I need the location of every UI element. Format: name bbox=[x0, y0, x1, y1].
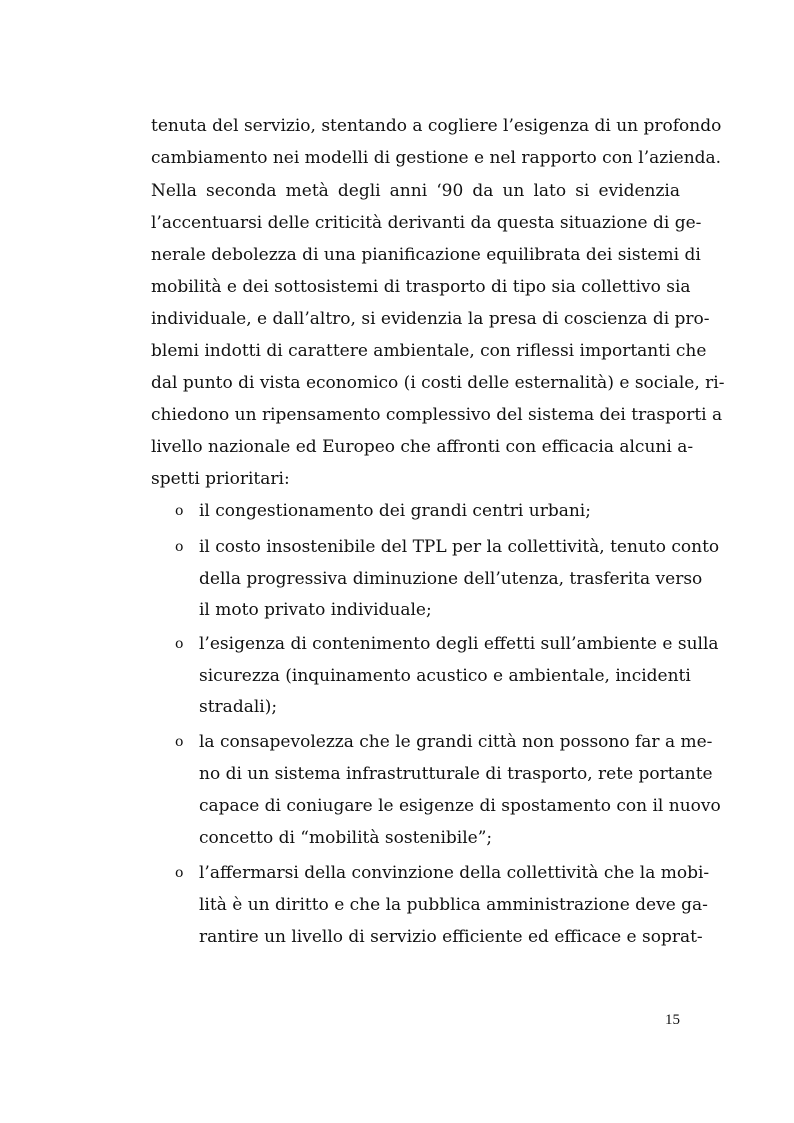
page-number: 15 bbox=[665, 1012, 680, 1028]
bullet-text-line: l’affermarsi della convinzione della collettività che la mobi- bbox=[199, 863, 710, 883]
text-line: nerale debolezza di una pianificazione equilibrata dei sistemi di bbox=[151, 245, 701, 265]
text-line: cambiamento nei modelli di gestione e nel rapporto con l’azienda. bbox=[151, 148, 722, 168]
bullet-text-line: il moto privato individuale; bbox=[199, 600, 432, 620]
text-line: dal punto di vista economico (i costi delle esternalità) e sociale, ri- bbox=[151, 373, 725, 393]
text-line: mobilità e dei sottosistemi di trasporto di tipo sia collettivo sia bbox=[151, 277, 691, 297]
text-line: blemi indotti di carattere ambientale, con riflessi importanti che bbox=[151, 341, 707, 361]
bullet-text-line: no di un sistema infrastrutturale di trasporto, rete portante bbox=[199, 764, 713, 784]
text-line: individuale, e dall’altro, si evidenzia la presa di coscienza di pro- bbox=[151, 309, 710, 329]
bullet-text-line: capace di coniugare le esigenze di spostamento con il nuovo bbox=[199, 796, 721, 816]
bullet-text-line: lità è un diritto e che la pubblica amministrazione deve ga- bbox=[199, 895, 708, 915]
bullet-text-line: della progressiva diminuzione dell’utenza, trasferita verso bbox=[199, 569, 703, 589]
bullet-text-line: il congestionamento dei grandi centri urbani; bbox=[199, 501, 591, 521]
bullet-text-line: rantire un livello di servizio efficiente ed efficace e soprat- bbox=[199, 927, 703, 947]
bullet-marker: o bbox=[175, 636, 184, 652]
bullet-text-line: sicurezza (inquinamento acustico e ambientale, incidenti bbox=[199, 666, 691, 686]
text-line: tenuta del servizio, stentando a cogliere l’esigenza di un profondo bbox=[151, 116, 722, 136]
bullet-marker: o bbox=[175, 503, 184, 519]
bullet-marker: o bbox=[175, 865, 184, 881]
bullet-text-line: l’esigenza di contenimento degli effetti sull’ambiente e sulla bbox=[199, 634, 719, 654]
text-line: spetti prioritari: bbox=[151, 469, 290, 489]
text-line: Nella seconda metà degli anni ‘90 da un lato si evidenzia bbox=[151, 181, 680, 201]
bullet-marker: o bbox=[175, 734, 184, 750]
text-line: livello nazionale ed Europeo che affronti con efficacia alcuni a- bbox=[151, 437, 694, 457]
text-line: chiedono un ripensamento complessivo del sistema dei trasporti a bbox=[151, 405, 723, 425]
bullet-text-line: concetto di “mobilità sostenibile”; bbox=[199, 828, 493, 848]
bullet-text-line: la consapevolezza che le grandi città non possono far a me- bbox=[199, 732, 713, 752]
bullet-text-line: stradali); bbox=[199, 697, 278, 717]
bullet-marker: o bbox=[175, 539, 184, 555]
bullet-text-line: il costo insostenibile del TPL per la collettività, tenuto conto bbox=[199, 537, 720, 557]
text-line: l’accentuarsi delle criticità derivanti da questa situazione di ge- bbox=[151, 213, 702, 233]
